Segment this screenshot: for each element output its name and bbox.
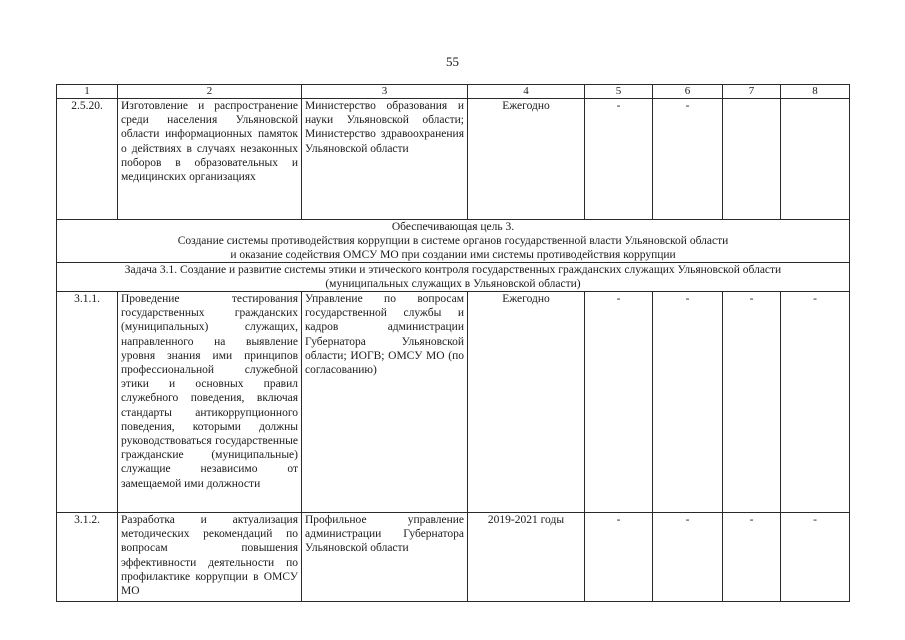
- measure-text: Изготовление и распространение среди населения Ульяновской области информационных памяток о действиях в случаях незаконных поборов в образовательных и медицинских организациях: [118, 99, 302, 220]
- plan-table: [56, 84, 850, 602]
- column-number: 7: [723, 85, 781, 99]
- column-number: 8: [781, 85, 850, 99]
- page-number: 55: [446, 54, 459, 69]
- executor-text: Управление по вопросам государственной службы и кадров администрации Губернатора Ульяновской области; ИОГВ; ОМСУ МО (по согласованию): [302, 292, 468, 513]
- executor-text: Профильное управление администрации Губернатора Ульяновской области: [302, 513, 468, 602]
- goal-title: Обеспечивающая цель 3.: [391, 221, 515, 233]
- measure-text: Проведение тестирования государственных гражданских (муниципальных) служащих, направленного на выявление уровня знания ими принципов профессиональной служебной этики и основных правил служебного поведения, включая стандарты антикоррупционного поведения, которыми должны руководствоваться государственные гражданские (муниципальные) служащие независимо от замещаемой ими должности: [118, 292, 302, 513]
- funding-cell: -: [585, 292, 653, 513]
- column-number: 4: [468, 85, 585, 99]
- funding-cell: -: [653, 99, 723, 220]
- table-row: [57, 292, 850, 513]
- column-number: 6: [653, 85, 723, 99]
- task-title-cont: (муниципальных служащих в Ульяновской области): [325, 278, 581, 290]
- task-title: Задача 3.1. Создание и развитие системы этики и этического контроля государственных гражданских служащих Ульяновской области: [124, 264, 782, 276]
- funding-cell: -: [781, 292, 850, 513]
- task-section-heading: [57, 263, 850, 292]
- funding-cell: -: [781, 513, 850, 602]
- item-number: 3.1.2.: [57, 513, 118, 602]
- funding-cell: [723, 99, 781, 220]
- term-text: 2019-2021 годы: [468, 513, 585, 602]
- column-number: 3: [302, 85, 468, 99]
- funding-cell: -: [723, 292, 781, 513]
- goal-section-row: [57, 220, 850, 263]
- term-text: Ежегодно: [468, 99, 585, 220]
- funding-cell: [781, 99, 850, 220]
- table-row: [57, 513, 850, 602]
- term-text: Ежегодно: [468, 292, 585, 513]
- goal-section-heading: [57, 220, 850, 263]
- task-section-row: [57, 263, 850, 292]
- funding-cell: -: [723, 513, 781, 602]
- funding-cell: -: [653, 292, 723, 513]
- measure-text: Разработка и актуализация методических рекомендаций по вопросам повышения эффективности деятельности по профилактике коррупции в ОМСУ МО: [118, 513, 302, 602]
- column-number: 5: [585, 85, 653, 99]
- executor-text: Министерство образования и науки Ульяновской области; Министерство здравоохранения Ульяновской области: [302, 99, 468, 220]
- goal-description-cont: и оказание содействия ОМСУ МО при создании ими системы противодействия коррупции: [230, 249, 676, 261]
- item-number: 3.1.1.: [57, 292, 118, 513]
- funding-cell: -: [585, 513, 653, 602]
- funding-cell: -: [653, 513, 723, 602]
- item-number: 2.5.20.: [57, 99, 118, 220]
- goal-description: Создание системы противодействия коррупции в системе органов государственной власти Ульяновской области: [177, 235, 729, 247]
- table-row: [57, 99, 850, 220]
- funding-cell: -: [585, 99, 653, 220]
- column-number: 2: [118, 85, 302, 99]
- column-number-row: [57, 85, 850, 99]
- column-number: 1: [57, 85, 118, 99]
